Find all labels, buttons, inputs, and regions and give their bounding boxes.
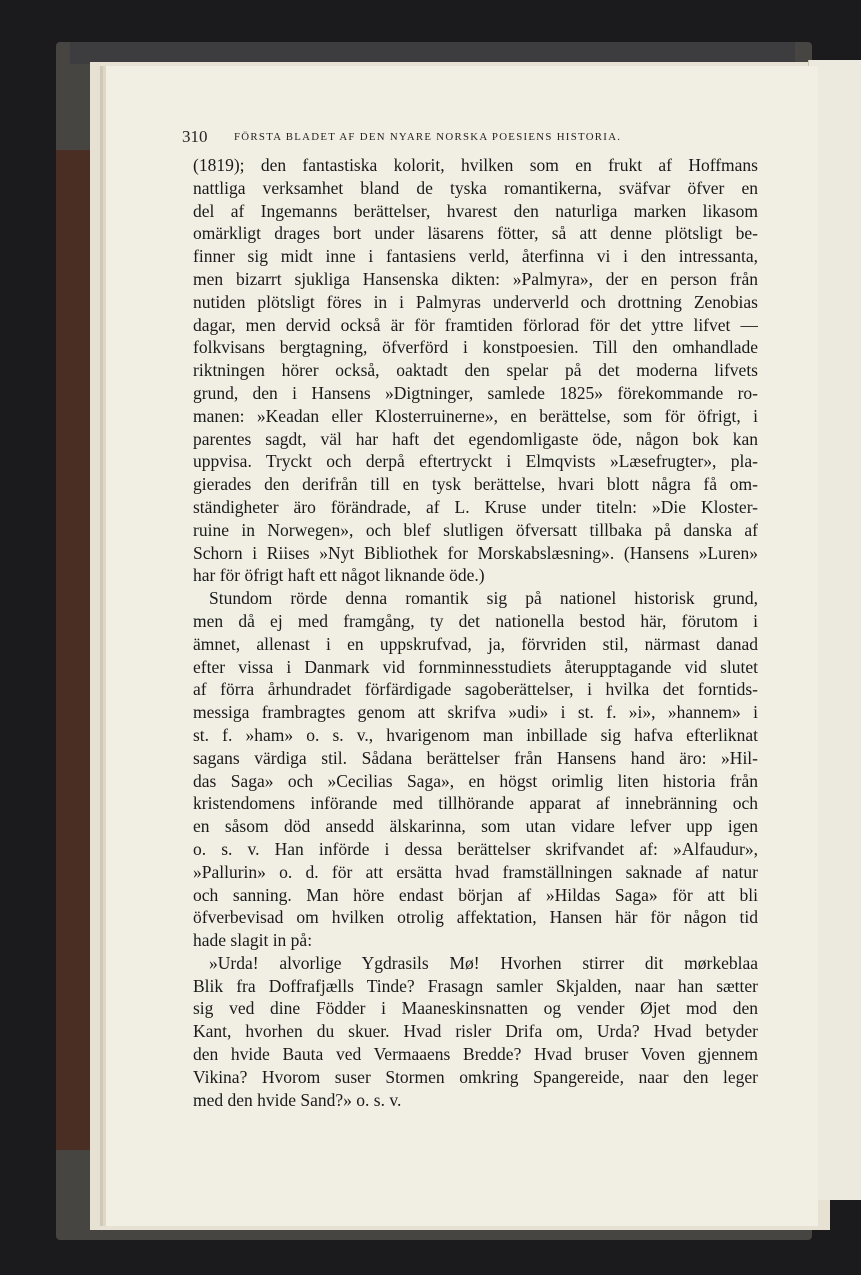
text-line: gierades den derifrån till en tysk berättelse, hvari blott några få om- (193, 474, 758, 495)
text-line: men bizarrt sjukliga Hansenska dikten: »Palmyra», der en person från (193, 268, 758, 289)
text-line: finner sig midt inne i fantasiens verld, återfinna vi i den intressanta, (193, 246, 758, 267)
text-line: öfverbevisad om hvilken otrolig affektation, Hansen här för någon tid (193, 907, 758, 928)
text-line: ständigheter äro förändrade, af L. Kruse under titeln: »Die Kloster- (193, 496, 758, 517)
text-line: har för öfrigt haft ett något liknande öde.) (193, 565, 485, 586)
text-line: Schorn i Riises »Nyt Bibliothek for Morskabslæsning». (Hansens »Luren» (193, 542, 758, 563)
text-line: uppvisa. Tryckt och derpå eftertryckt i Elmqvists »Læsefrugter», pla- (193, 451, 758, 472)
text-line: riktningen hörer också, oaktadt den spelar på det moderna lifvets (193, 360, 758, 381)
text-line: kristendomens införande med tillhörande apparat af innebränning och (193, 793, 758, 814)
text-line: efter vissa i Danmark vid fornminnesstudiets återupptagande vid slutet (193, 656, 758, 677)
text-line: »Pallurin» o. d. för att ersätta hvad framställningen saknade af natur (193, 861, 758, 882)
text-line: med den hvide Sand?» o. s. v. (193, 1089, 402, 1110)
text-line: (1819); den fantastiska kolorit, hvilken som en frukt af Hoffmans (193, 155, 758, 175)
text-line: messiga frambragtes genom att skrifva »udi» i st. f. »i», »hannem» i (193, 702, 758, 723)
text-line: parentes sagdt, väl har haft det egendomligaste öde, någon bok kan (193, 428, 758, 449)
body-text (193, 154, 758, 1111)
text-line: hade slagit in på: (193, 930, 313, 951)
text-line: o. s. v. Han införde i dessa berättelser skrifvandet af: »Alfaudur», (193, 838, 758, 859)
text-line: sig ved dine Födder i Maaneskinsnatten og vender Øjet mod den (193, 998, 758, 1019)
text-line: Stundom rörde denna romantik sig på nationel historisk grund, (209, 588, 758, 609)
page-header (182, 127, 772, 147)
text-line: del af Ingemanns berättelser, hvarest den naturliga marken likasom (193, 200, 758, 221)
text-line: grund, den i Hansens »Digtninger, samlede 1825» förekommande ro- (193, 382, 758, 403)
text-line: das Saga» och »Cecilias Saga», en högst orimlig liten historia från (193, 770, 758, 791)
text-line: af förra århundradet förfärdigade sagoberättelser, i hvilka det forntids- (193, 679, 758, 700)
text-line: ämnet, allenast i en uppskrufvad, ja, förvriden stil, närmast danad (193, 633, 758, 654)
text-line: nutiden plötsligt föres in i Palmyras underverld och drottning Zenobias (193, 291, 758, 312)
page-number: 310 (182, 127, 208, 146)
text-line: folkvisans bergtagning, öfverförd i konstpoesien. Till den omhandlade (193, 337, 758, 358)
text-line: och sanning. Man höre endast början af »Hildas Saga» för att bli (193, 884, 758, 905)
text-line: st. f. »ham» o. s. v., hvarigenom man inbillade sig hafva efterliknat (193, 724, 758, 745)
cover-top-edge (70, 42, 795, 64)
text-line: ruine in Norwegen», och blef slutligen öfversatt tillbaka på danska af (193, 519, 758, 540)
text-line: »Urda! alvorlige Ygdrasils Mø! Hvorhen stirrer dit mørkeblaa (209, 952, 758, 973)
text-line: Blik fra Doffrafjælls Tinde? Frasagn samler Skjalden, naar han sætter (193, 975, 758, 996)
text-line: men då ej med framgång, ty det nationella bestod här, förutom i (193, 610, 758, 631)
text-line: sagans värdiga stil. Sådana berättelser från Hansens hand äro: »Hil- (193, 747, 758, 768)
text-line: nattliga verksamhet bland de tyska romantikerna, sväfvar öfver en (193, 177, 758, 198)
text-line: den hvide Bauta ved Vermaaens Bredde? Hvad bruser Voven gjennem (193, 1044, 758, 1065)
text-line: Vikina? Hvorom suser Stormen omkring Spangereide, naar den leger (193, 1066, 758, 1087)
text-line: dagar, men dervid också är för framtiden förlorad för det yttre lifvet — (193, 314, 758, 335)
text-line: manen: »Keadan eller Klosterruinerne», en berättelse, som för öfrigt, i (193, 405, 758, 426)
text-line: en såsom död ansedd älskarinna, som utan vidare lefver upp igen (193, 816, 758, 837)
text-line: Kant, hvorhen du skuer. Hvad risler Drifa om, Urda? Hvad betyder (193, 1021, 758, 1042)
running-head: FÖRSTA BLADET AF DEN NYARE NORSKA POESIENS HISTORIA. (234, 131, 622, 143)
text-line: omärkligt drages bort under läsarens fötter, så att denne plötsligt be- (193, 223, 758, 244)
